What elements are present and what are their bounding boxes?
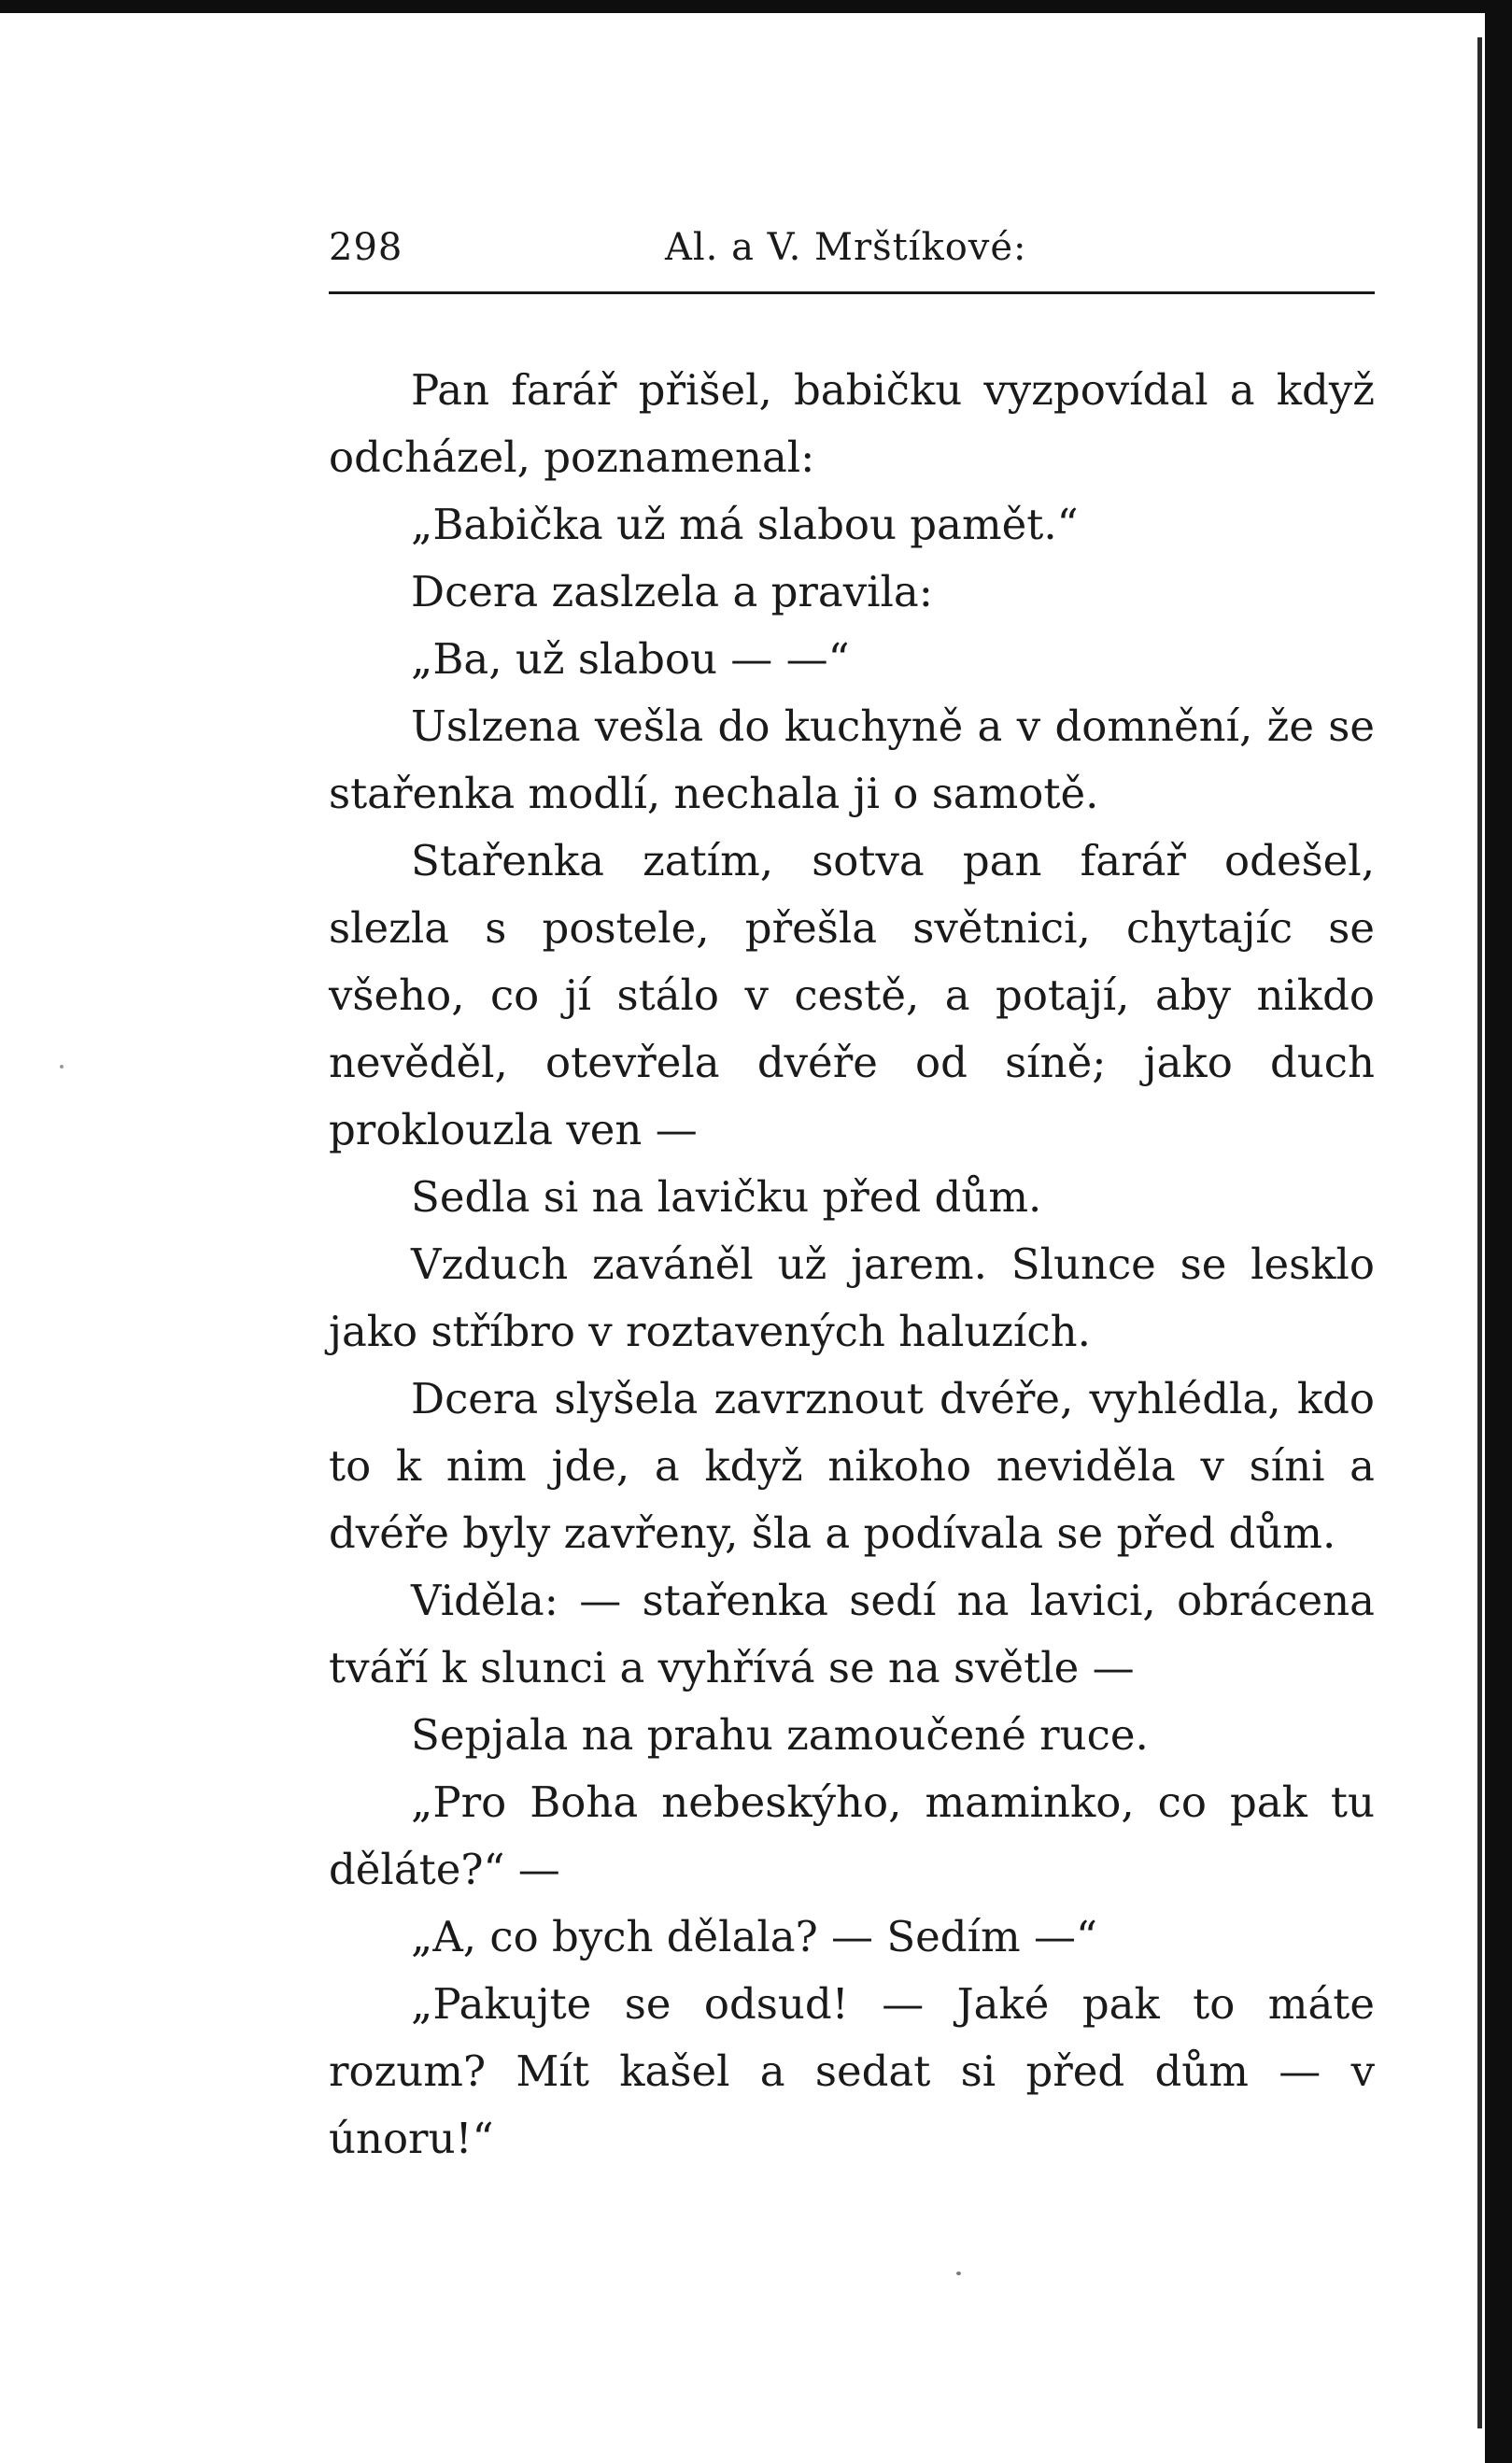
header-rule: [329, 291, 1375, 294]
scan-edge-shadow: [1477, 37, 1482, 2428]
scan-speck: [956, 2272, 961, 2275]
paragraph: Sedla si na lavičku před dům.: [411, 1172, 1042, 1222]
body-text: [329, 357, 1375, 2173]
paragraph: Uslzena vešla do kuchyně a v domnění, že se stařenka modlí, nechala ji o samotě.: [329, 701, 1375, 818]
page-number: 298: [329, 226, 403, 269]
paragraph: Vzduch zaváněl už jarem. Slunce se lesklo jako stříbro v roztavených haluzích.: [329, 1239, 1375, 1356]
paragraph: „Babička už má slabou pamět.“: [411, 500, 1079, 549]
paragraph: Pan farář přišel, babičku vyzpovídal a když odcházel, poznamenal:: [329, 365, 1375, 482]
paragraph: Stařenka zatím, sotva pan farář odešel, slezla s postele, přešla světnici, chytajíc se všeho, co jí stálo v cestě, a potají, aby nikdo nevěděl, otevřela dvéře od síně; jako duch proklouzla ven —: [329, 836, 1375, 1154]
paragraph: „Pro Boha nebeskýho, maminko, co pak tu děláte?“ —: [329, 1777, 1375, 1894]
paragraph: Dcera zaslzela a pravila:: [411, 567, 933, 616]
scan-speck: [60, 1065, 64, 1069]
paragraph: „A, co bych dělala? — Sedím —“: [411, 1912, 1097, 1961]
running-head: Al. a V. Mrštíkové:: [665, 226, 1027, 269]
paragraph: „Pakujte se odsud! — Jaké pak to máte rozum? Mít kašel a sedat si před dům — v únoru!“: [329, 1979, 1375, 2163]
paragraph: Sepjala na prahu zamoučené ruce.: [411, 1710, 1149, 1760]
paragraph: Viděla: — stařenka sedí na lavici, obrácena tváří k slunci a vyhřívá se na světle —: [329, 1576, 1375, 1692]
scan-edge-right: [1485, 0, 1512, 2463]
page-header: [329, 226, 1375, 282]
scan-edge-top: [0, 0, 1512, 13]
paragraph: „Ba, už slabou — —“: [411, 634, 850, 684]
paragraph: Dcera slyšela zavrznout dvéře, vyhlédla, kdo to k nim jde, a když nikoho neviděla v síni a dvéře byly zavřeny, šla a podívala se před dům.: [329, 1374, 1375, 1558]
